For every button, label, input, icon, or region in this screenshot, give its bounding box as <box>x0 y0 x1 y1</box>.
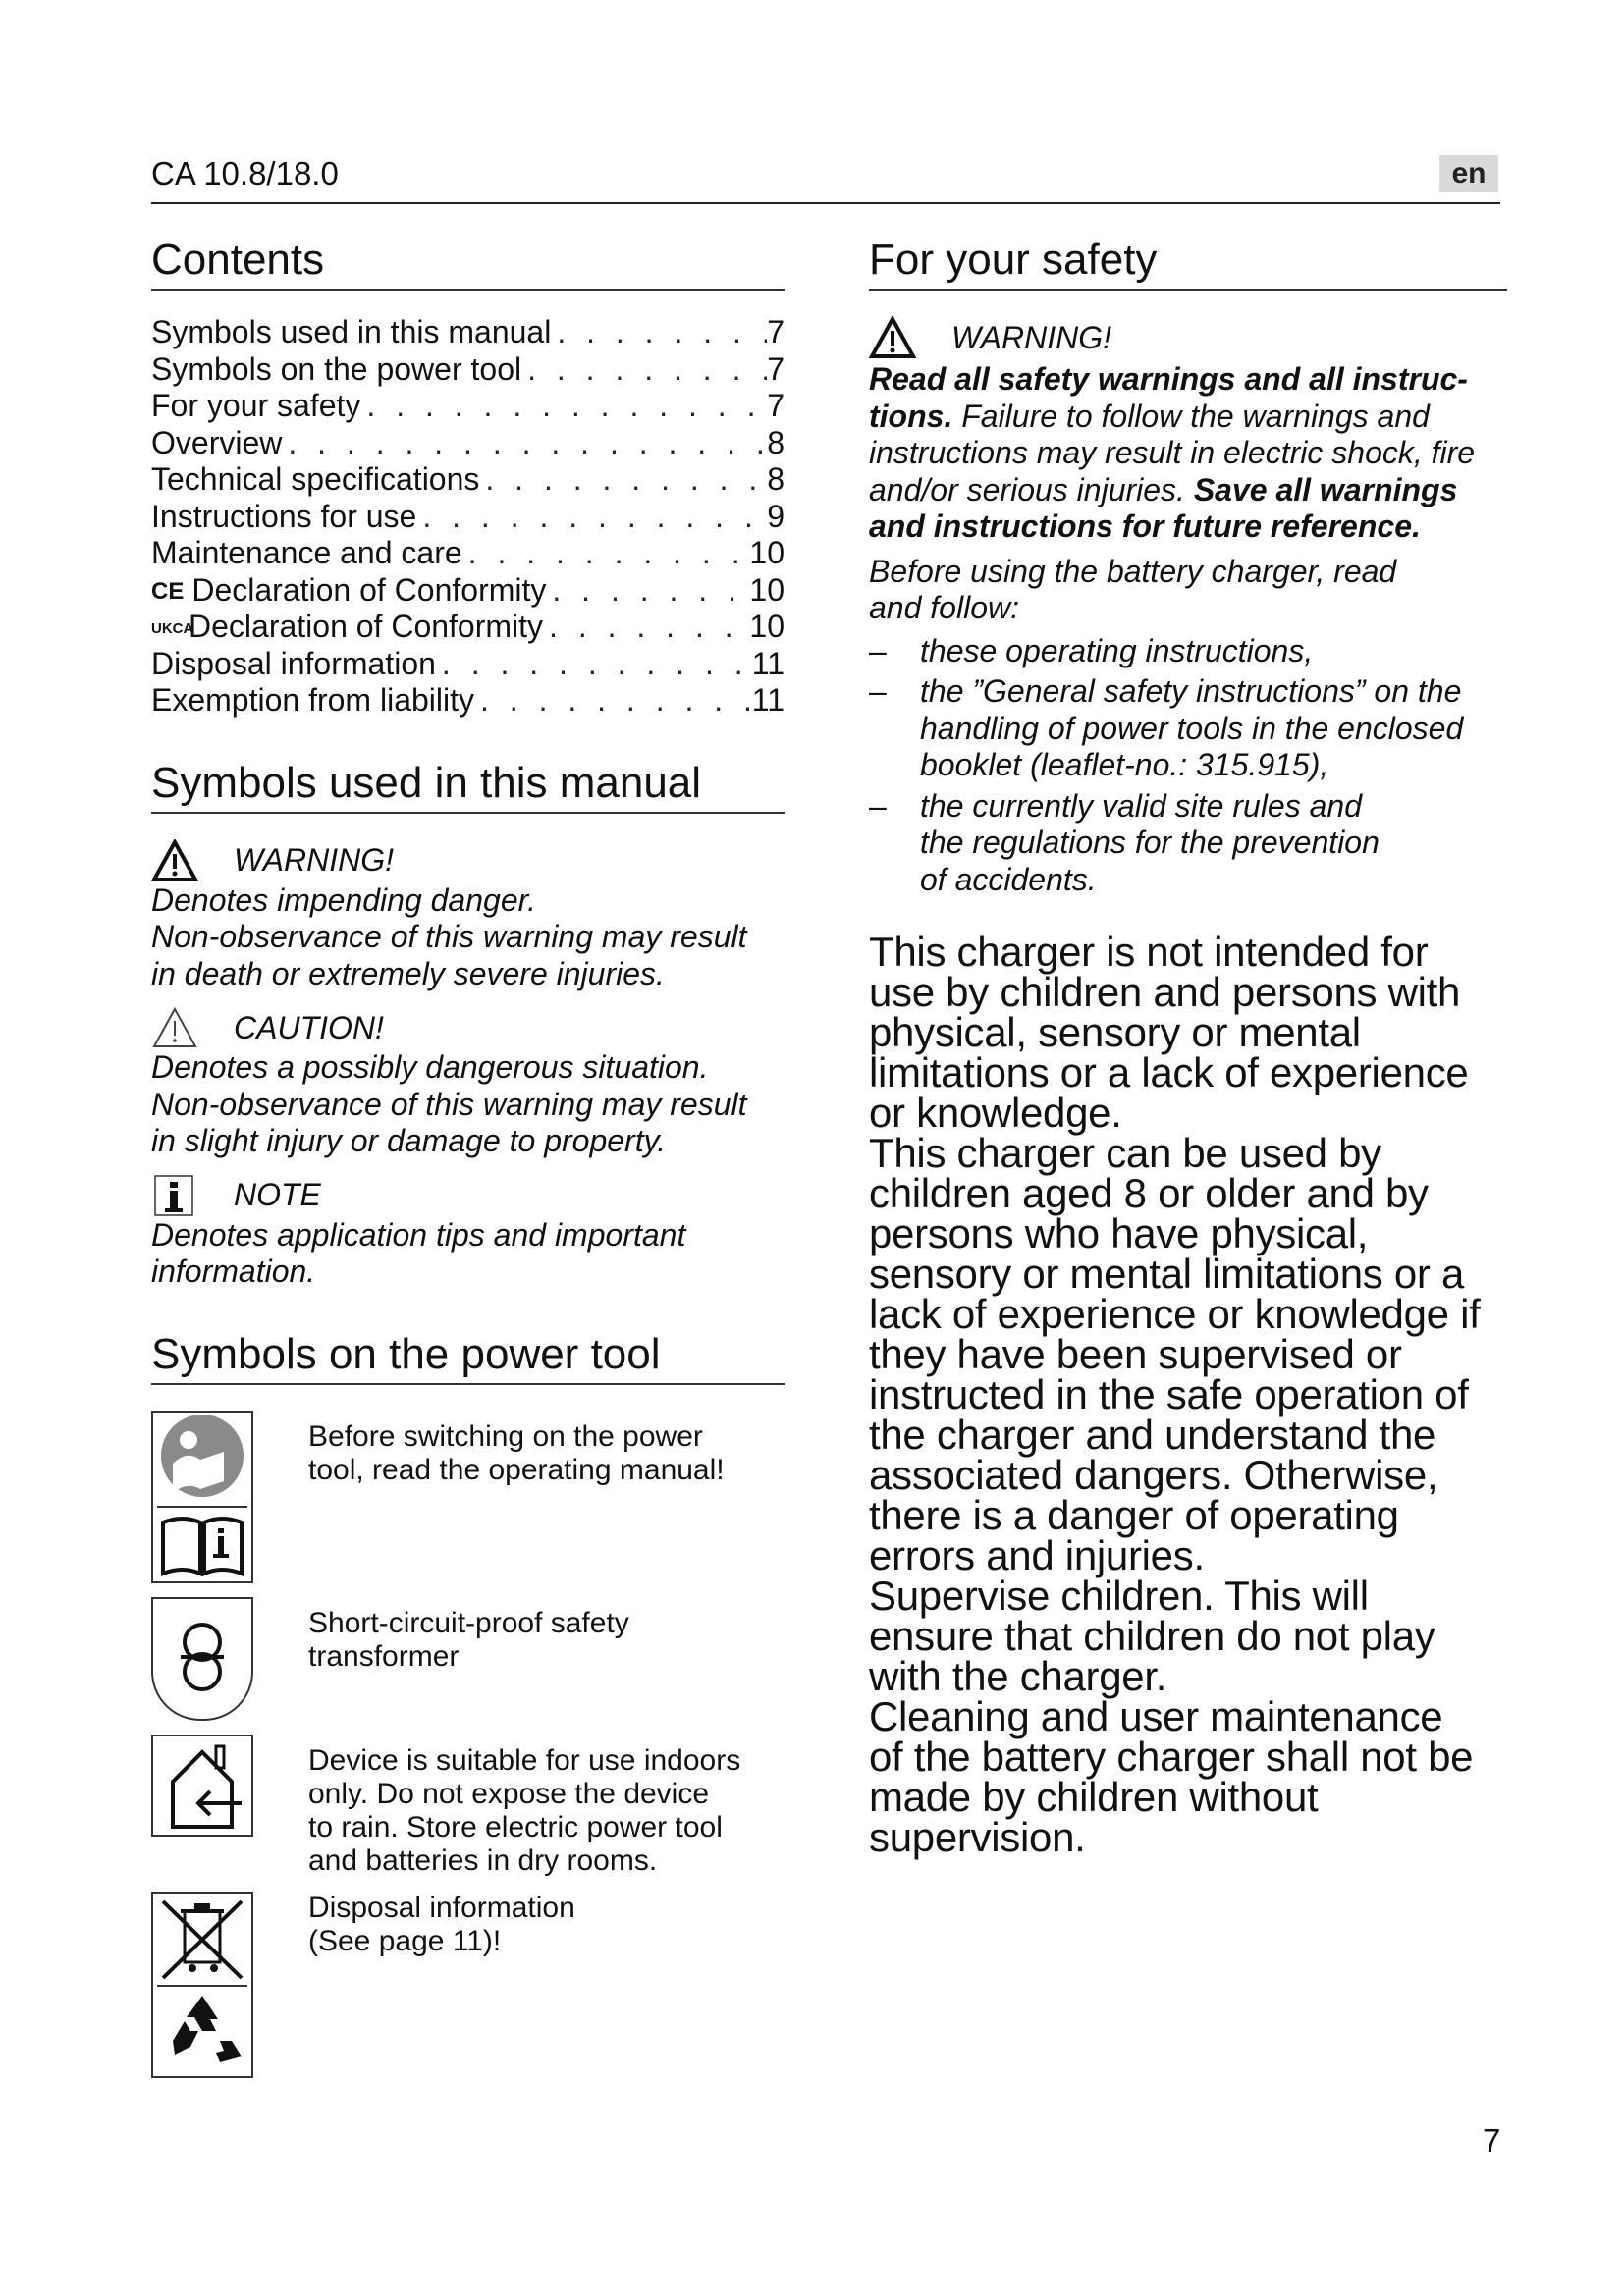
right-column <box>869 236 1507 1860</box>
warning-symbol-block: WARNING! Denotes impending danger. Non-observance of this warning may result in death or extremely severe injuries. <box>151 839 785 993</box>
tool-symbol-transformer: Short-circuit-proof safety transformer <box>151 1597 785 1721</box>
caution-label: CAUTION! <box>234 1009 384 1045</box>
caution-symbol-block: CAUTION! Denotes a possibly dangerous situation. Non-observance of this warning may result in slight injury or damage to property. <box>151 1006 785 1160</box>
list-item: – the currently valid site rules and the regulations for the prevention of accidents. <box>869 787 1380 897</box>
page-number: 7 <box>1483 2122 1501 2159</box>
toc-row[interactable]: Symbols used in this manual . . . 7 <box>151 314 785 351</box>
contents-title: Contents <box>151 236 785 291</box>
table-of-contents <box>151 314 785 720</box>
toc-row[interactable]: Exemption from liability . . . 11 <box>151 682 785 720</box>
read-manual-icon <box>151 1411 253 1583</box>
toc-row[interactable]: Symbols on the power tool . . . 7 <box>151 351 785 389</box>
warning-triangle-icon <box>869 316 916 359</box>
symbols-tool-title: Symbols on the power tool <box>151 1330 785 1385</box>
toc-row[interactable]: Disposal information . . . 11 <box>151 646 785 683</box>
warning-triangle-icon <box>151 839 198 882</box>
warning-label: WARNING! <box>234 842 394 878</box>
tool-symbol-read-manual: Before switching on the power tool, read the operating manual! <box>151 1411 785 1583</box>
list-item: – the ”General safety instructions” on the handling of power tools in the enclosed booklet (leaflet-no.: 315.915), <box>869 673 1464 782</box>
language-badge: en <box>1439 155 1498 192</box>
symbols-manual-title: Symbols used in this manual <box>151 759 785 814</box>
model-number: CA 10.8/18.0 <box>151 155 339 191</box>
safety-transformer-icon <box>151 1597 253 1721</box>
tool-symbol-indoor: Device is suitable for use indoors only. Do not expose the device to rain. Store electric power tool and batteries in dry rooms. <box>151 1735 785 1878</box>
header-rule <box>151 202 1500 204</box>
safety-title: For your safety <box>869 236 1507 291</box>
toc-row[interactable]: UKCADeclaration of Conformity . . . 10 <box>151 609 785 646</box>
disposal-icon <box>151 1892 253 2078</box>
safety-before-use: Before using the battery charger, read and follow: <box>869 553 1397 625</box>
ce-mark-icon: CE <box>151 578 185 606</box>
safety-intro: Read all safety warnings and all instruc- tions. Failure to follow the warnings and instructions may result in electric shock, fire and/or serious injuries. Save all warnings and instructions for future reference. <box>869 361 1476 544</box>
indoor-use-icon <box>151 1735 253 1837</box>
info-note-icon <box>151 1174 198 1217</box>
toc-row[interactable]: Overview . . . 8 <box>151 425 785 462</box>
list-item: – these operating instructions, <box>869 632 1314 668</box>
safety-warning-label: WARNING! <box>951 319 1111 355</box>
toc-row[interactable]: Maintenance and care . . . 10 <box>151 535 785 572</box>
toc-row[interactable]: CE Declaration of Conformity . . . 10 <box>151 572 785 610</box>
left-column <box>151 236 785 2092</box>
toc-row[interactable]: For your safety . . . 7 <box>151 388 785 425</box>
safety-warning-heading <box>869 316 1507 359</box>
note-label: NOTE <box>234 1177 321 1212</box>
children-safety-text: This charger is not intended for use by children and persons with physical, sensory or mental limitations or a lack of experience or knowledge. This charger can be used by children aged 8 or older and by persons who have physical, sensory or mental limitations or a lack of experience or knowledge if they have been supervised or instructed in the safe operation of the charger and understand the associated dangers. Otherwise, there is a danger of operating errors and injuries. Supervise children. This will ensure that children do not play with the charger. Cleaning and user maintenance of the battery charger shall not be made by children without supervision. <box>869 929 1481 1860</box>
safety-list <box>869 633 1507 899</box>
note-symbol-block: NOTE Denotes application tips and important information. <box>151 1174 785 1291</box>
caution-triangle-icon <box>151 1006 198 1049</box>
toc-row[interactable]: Technical specifications . . . 8 <box>151 461 785 499</box>
toc-row[interactable]: Instructions for use . . . 9 <box>151 499 785 536</box>
ukca-mark-icon: UKCA <box>151 619 194 637</box>
tool-symbol-disposal: Disposal information (See page 11)! <box>151 1892 785 2078</box>
